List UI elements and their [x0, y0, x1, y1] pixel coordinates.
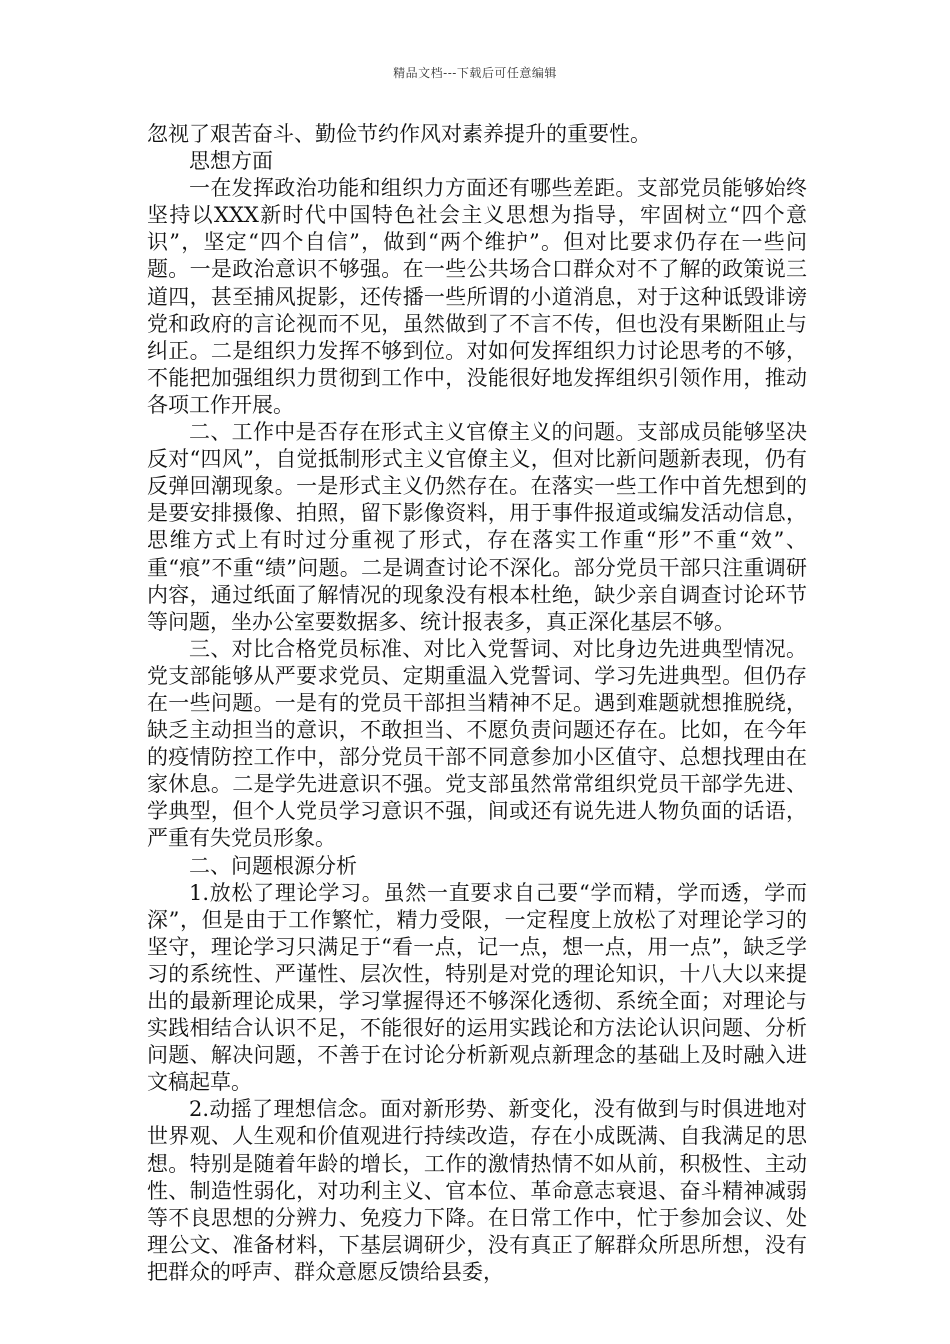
paragraph-theory-study: 1.放松了理论学习。虽然一直要求自己要“学而精，学而透，学而深”，但是由于工作繁忙，精力受限，一定程度上放松了对理论学习的坚守，理论学习只满足于“看一点，记一点，想一点，用一点”，缺乏学习的系统性、严谨性、层次性，特别是对党的理论知识，十八大以来提出的最新理论成果，学习掌握得还不够深化透彻、系统全面；对理论与实践相结合认识不足，不能很好的运用实践论和方法论认识问题、分析问题、解决问题，不善于在讨论分析新观点新理念的基础上及时融入进文稿起草。 — [147, 880, 807, 1095]
paragraph-ideals-beliefs: 2.动摇了理想信念。面对新形势、新变化，没有做到与时俱进地对世界观、人生观和价值观进行持续改造，存在小成既满、自我满足的思想。特别是随着年龄的增长，工作的激情热情不如从前，积极性、主动性、制造性弱化，对功利主义、官本位、革命意志衰退、奋斗精神减弱等不良思想的分辨力、免疫力下降。在日常工作中，忙于参加会议、处理公文、准备材料，下基层调研少，没有真正了解群众所思所想，没有把群众的呼声、群众意愿反馈给县委， — [147, 1097, 807, 1284]
page-header: 精品文档---下载后可任意编辑 — [393, 66, 557, 80]
paragraph-political-function: 一在发挥政治功能和组织力方面还有哪些差距。支部党员能够始终坚持以XXX新时代中国特色社会主义思想为指导，牢固树立“四个意识”，坚定“四个自信”，做到“两个维护”。但对比要求仍存在一些问题。一是政治意识不够强。在一些公共场合口群众对不了解的政策说三道四，甚至捕风捉影，还传播一些所谓的小道消息，对于这种诋毁诽谤党和政府的言论视而不见，虽然做到了不言不传，但也没有果断阻止与纠正。二是组织力发挥不够到位。对如何发挥组织力讨论思考的不够，不能把加强组织力贯彻到工作中，没能很好地发挥组织引领作用，推动各项工作开展。 — [147, 176, 807, 417]
document-body — [147, 121, 807, 1286]
section-heading-root-cause: 二、问题根源分析 — [189, 853, 357, 878]
section-heading-thought: 思想方面 — [189, 149, 273, 174]
paragraph-continuation: 忽视了艰苦奋斗、勤俭节约作风对素养提升的重要性。 — [147, 122, 651, 146]
paragraph-party-member-standards: 三、对比合格党员标准、对比入党誓词、对比身边先进典型情况。党支部能够从严要求党员、定期重温入党誓词、学习先进典型。但仍存在一些问题。一是有的党员干部担当精神不足。遇到难题就想推脱绕，缺乏主动担当的意识，不敢担当、不愿负责问题还存在。比如，在今年的疫情防控工作中，部分党员干部不同意参加小区值守、总想找理由在家休息。二是学先进意识不强。党支部虽然常常组织党员干部学先进、学典型，但个人党员学习意识不强，间或还有说先进人物负面的话语，严重有失党员形象。 — [147, 636, 807, 851]
paragraph-formalism: 二、工作中是否存在形式主义官僚主义的问题。支部成员能够坚决反对“四风”，自觉抵制形式主义官僚主义，但对比新问题新表现，仍有反弹回潮现象。一是形式主义仍然存在。在落实一些工作中首先想到的是要安排摄像、拍照，留下影像资料，用于事件报道或编发活动信息，思维方式上有时过分重视了形式，存在落实工作重“形”不重“效”、重“痕”不重“绩”问题。二是调查讨论不深化。部分党员干部只注重调研内容，通过纸面了解情况的现象没有根本杜绝，缺少亲自调查讨论环节等问题，坐办公室要数据多、统计报表多，真正深化基层不够。 — [147, 420, 807, 634]
